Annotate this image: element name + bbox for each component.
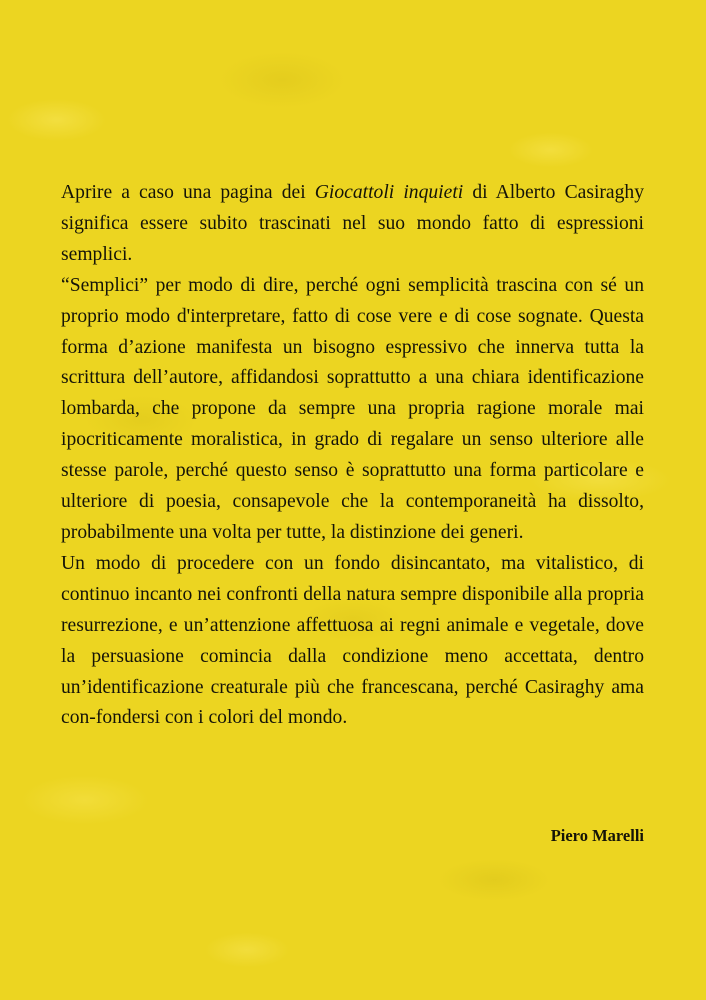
paragraph-1	[61, 178, 644, 271]
paragraph-3: Un modo di procedere con un fondo disincantato, ma vitalistico, di continuo incanto nei confronti della natura sempre disponibile alla propria resurrezione, e un’attenzione affettuosa ai regni animale e vegetale, dove la persuasione comincia dalla condizione meno accettata, dentro un’identificazione creaturale più che francescana, perché Casiraghy ama con-fondersi con i colori del mondo.	[61, 552, 644, 729]
paragraph-1-lead: Aprire a caso una pagina dei	[61, 182, 315, 203]
author-signature: Piero Marelli	[550, 826, 644, 845]
paragraph-1-rest: di Alberto Casiraghy significa essere subito trascinati nel suo mondo fatto di espressioni semplici.	[61, 182, 645, 265]
body-text	[61, 178, 644, 734]
book-title: Giocattoli inquieti	[314, 182, 464, 203]
paragraph-2: “Semplici” per modo di dire, perché ogni semplicità trascina con sé un proprio modo d'interpretare, fatto di cose vere e di cose sognate. Questa forma d’azione manifesta un bisogno espressivo che innerva tutta la scrittura dell’autore, affidandosi soprattutto a una chiara identificazione lombarda, che propone da sempre una propria ragione morale mai ipocriticamente moralistica, in grado di regalare un senso ulteriore alle stesse parole, perché questo senso è soprattutto una forma particolare e ulteriore di poesia, consapevole che la contemporaneità ha dissolto, probabilmente una volta per tutte, la distinzione dei generi.	[61, 274, 644, 543]
